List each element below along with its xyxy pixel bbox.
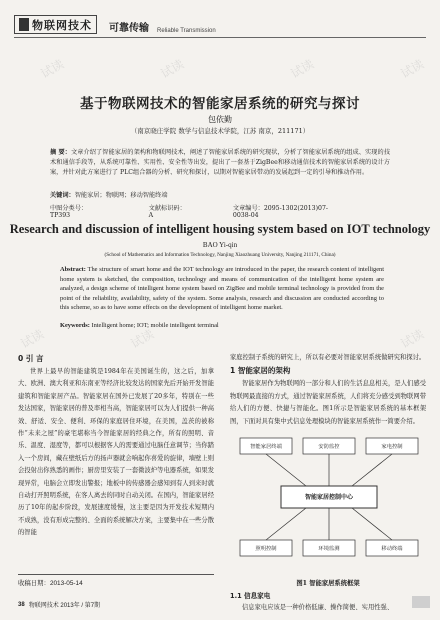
watermark: 试读 xyxy=(288,56,317,81)
received-date: 收稿日期：2013-05-14 xyxy=(18,574,214,587)
journal-logo xyxy=(14,15,97,34)
subsection-heading: 1.1 信息家电 xyxy=(230,592,271,601)
diagram-label: 移动终端 xyxy=(381,546,403,553)
body-paragraph: 家庭控制子系统的研究上，所以有必要对智能家居系统做研究和探讨。 xyxy=(230,354,426,361)
section-title-cn: 可靠传输 xyxy=(109,23,149,34)
diagram-connector xyxy=(266,508,306,540)
diagram-label: 家电控制 xyxy=(381,444,403,451)
keywords-cn xyxy=(50,190,390,199)
system-framework-diagram xyxy=(236,434,422,562)
abstract-cn xyxy=(50,148,390,178)
logo-icon xyxy=(19,18,29,31)
body-paragraph: 信息家电应该是一种价格低廉、操作简便、实用性强、 xyxy=(242,604,394,612)
diagram-label: 照明控制 xyxy=(255,546,277,553)
page-corner-decoration xyxy=(412,596,430,608)
body-paragraph: 智能家居作为物联网的一部分和人们的生活息息相关，是人们感受物联网最直接的方式，通过智能家居系统，人们将充分感受到物联网带给人们的方便、快捷与智能化。图1所示是智能家居系统的基本框架图，下面对具有集中式信息处理模块的智能家居系统作一简要介绍。 xyxy=(230,380,426,425)
section-heading: 1 智能家居的架构 xyxy=(230,366,291,376)
affiliation-cn: （南京晓庄学院 数学与信息技术学院，江苏 南京，211171） xyxy=(130,127,310,135)
watermark: 试读 xyxy=(38,56,67,81)
section-title-en: Reliable Transmission xyxy=(157,28,216,34)
abstract-en xyxy=(60,265,384,313)
page-number: 38 xyxy=(18,601,25,608)
author-en: BAO Yi-qin xyxy=(202,241,238,249)
journal-issue: 物联网技术 2013年 / 第7期 xyxy=(28,603,101,609)
watermark: 试读 xyxy=(398,326,427,351)
logo-text: 物联网技术 xyxy=(32,18,92,32)
right-column xyxy=(230,352,426,615)
paper-title-cn: 基于物联网技术的智能家居系统的研究与探讨 xyxy=(80,96,360,112)
watermark: 试读 xyxy=(18,326,47,351)
body-paragraph: 世界上最早的智能建筑是1984年在美国诞生的，这之后，加拿大、欧洲、澳大利亚和东南亚等经济比较发达的国家先后开始开发智能建筑和智能家居产品。智能家居在国外已发展了20多年，特别在一些发达国家，智能家居的普及率相当高，智能家居可以为人们提供一种高效、舒适、安全、便利、环保的家庭居住环境，在美国，盖茨的被称作“未来之屋”的豪宅堪称当今智能家居的经典之作，所有的照明、音乐、温度、湿度等，都可以根据客人的需要通过电脑任意调节；当你踏入一个房间，藏在壁纸后方的扬声器就会响起你喜爱的旋律，墙壁上则会投射出你熟悉的画作；厨房里安装了一套微波炉等电器系统，如果发现异常，电脑会立即发出警报；地板中的传感器会感知到有人到来时就自动打开照明系统，在客人离去的同时自动关闭。在国内，智能家居经历了10年的起步阶段，发展速度缓慢，这主要是因为开发技术短期内不成熟，没有形成完整的、全面的系统解决方案，主要集中在一些分散的智能 xyxy=(18,368,214,537)
watermark: 试读 xyxy=(128,326,157,351)
keywords-cn-label: 关键词： xyxy=(50,192,75,199)
clc-number: 中图分类号：TP393 xyxy=(50,205,88,219)
keywords-en xyxy=(60,322,384,329)
abstract-en-text: The structure of smart home and the IOT technology are introduced in the paper, the research content of intelligent home system is sketched, the composition, technology and means of communication of the intelligent home system are analyzed, a design scheme of intelligent home system based on ZigBee and mobile terminal technology is provided from the point of the reliability, availability, safety of the system. Some analysis, research and discussion are conducted according to this scheme, so as to have some effects on the development of intelligent home market. xyxy=(60,266,384,311)
diagram-connector xyxy=(266,454,306,486)
figure-1 xyxy=(230,434,426,574)
document-code: 文献标识码：A xyxy=(148,205,186,219)
article-meta xyxy=(50,203,390,219)
affiliation-en: (School of Mathematics and Information Technology, Nanjing Xiaozhuang University, Nanjing 211171, China) xyxy=(104,252,336,258)
paper-title-en: Research and discussion of intelligent housing system based on IOT technology xyxy=(9,222,431,236)
keywords-en-text: Intelligent home; IOT; mobile intelligent terminal xyxy=(91,322,219,329)
abstract-cn-text: 文章介绍了智能家居的架构和物联网技术，阐述了智能家居系统的研究现状，分析了智能家居系统的组成、实现的技术和通信手段等，从系统可靠性、实用性、安全性等出发，提出了一套基于ZigBee和移动通信技术的智能家居系统的设计方案，并针对此方案进行了 PLC组合器的分析、研究和探讨，以期对智能家居带动的发展起到一定的引导和推动作用。 xyxy=(50,149,391,176)
watermark: 试读 xyxy=(398,56,427,81)
diagram-label: 环境监测 xyxy=(318,546,340,553)
abstract-en-label: Abstract: xyxy=(60,266,86,273)
section-heading: 0 引 言 xyxy=(18,354,44,363)
abstract-cn-label: 摘 要： xyxy=(50,149,71,156)
diagram-connector xyxy=(352,454,392,486)
page-footer xyxy=(18,600,428,609)
article-number: 文章编号：2095-1302(2013)07-0038-04 xyxy=(232,205,328,219)
diagram-connector xyxy=(352,508,392,540)
diagram-label: 智能家居终端 xyxy=(250,444,282,451)
diagram-label: 安防监控 xyxy=(318,444,340,451)
keywords-en-label: Keywords: xyxy=(60,322,90,329)
left-column xyxy=(18,352,214,540)
watermark: 试读 xyxy=(158,56,187,81)
figure-caption: 图1 智能家居系统框架 xyxy=(296,580,360,588)
keywords-cn-text: 智能家居；物联网；移动智能终端 xyxy=(74,192,168,199)
author-cn: 包依勤 xyxy=(208,115,232,124)
diagram-label: 智能家居控制中心 xyxy=(304,494,354,502)
page-header xyxy=(14,12,426,38)
